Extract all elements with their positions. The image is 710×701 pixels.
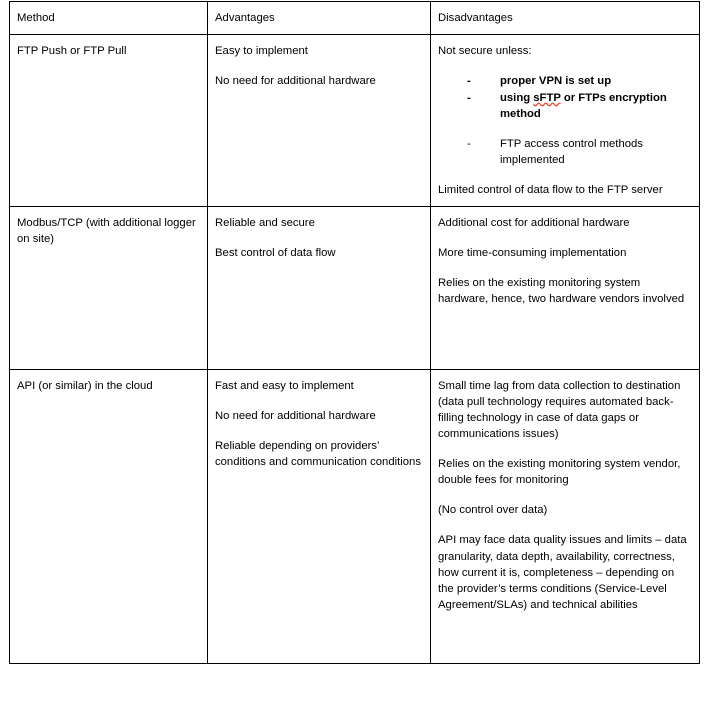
disadvantage-item: Small time lag from data collection to destination (data pull technology requires automated back-filling technology in case of data gaps or communications issues) [438, 380, 681, 441]
advantage-item: Fast and easy to implement [215, 380, 354, 393]
advantage-item: Reliable depending on providers’ conditions and communication conditions [215, 440, 421, 469]
cell-advantages [208, 370, 431, 664]
bullet-text: proper VPN is set up [500, 75, 612, 88]
advantage-item: Easy to implement [215, 45, 308, 58]
list-item [438, 73, 692, 89]
bullet-text: FTP access control methods implemented [500, 138, 643, 167]
advantage-item: Reliable and secure [215, 217, 315, 230]
cell-disadvantages [431, 370, 700, 664]
cell-advantages [208, 35, 431, 207]
cell-advantages [208, 207, 431, 370]
column-header-advantages: Advantages [208, 2, 431, 35]
bullet-text-after: or FTPs encryption method [500, 92, 667, 121]
disadvantage-item: Relies on the existing monitoring system vendor, double fees for monitoring [438, 458, 681, 487]
disadvantage-item: Relies on the existing monitoring system hardware, hence, two hardware vendors involved [438, 277, 685, 306]
column-header-disadvantages: Disadvantages [431, 2, 700, 35]
method-name: API (or similar) in the cloud [17, 380, 153, 393]
cell-disadvantages [431, 207, 700, 370]
advantage-item: Best control of data flow [215, 247, 336, 260]
cell-method [10, 207, 208, 370]
list-item [438, 136, 692, 168]
comparison-table [9, 1, 700, 664]
table-body [10, 35, 700, 664]
disadvantage-intro: Not secure unless: [438, 45, 532, 58]
advantage-item: No need for additional hardware [215, 75, 376, 88]
table-header-row [10, 2, 700, 35]
advantage-item: No need for additional hardware [215, 410, 376, 423]
disadvantage-bullet-list [438, 73, 692, 168]
table-row [10, 370, 700, 664]
column-header-method: Method [10, 2, 208, 35]
disadvantage-item: Limited control of data flow to the FTP server [438, 184, 663, 197]
table-header [10, 2, 700, 35]
disadvantage-item: API may face data quality issues and limits – data granularity, data depth, availability, correctness, how current it is, completeness – depending on the provider’s terms conditions (Service-Level Agreement/SLAs) and technical abilities [438, 534, 687, 611]
table-row [10, 207, 700, 370]
table-row [10, 35, 700, 207]
disadvantage-item: (No control over data) [438, 504, 548, 517]
cell-disadvantages [431, 35, 700, 207]
disadvantage-item: More time-consuming implementation [438, 247, 627, 260]
disadvantage-item: Additional cost for additional hardware [438, 217, 630, 230]
cell-method [10, 35, 208, 207]
cell-method [10, 370, 208, 664]
method-name: FTP Push or FTP Pull [17, 45, 127, 58]
method-name: Modbus/TCP (with additional logger on site) [17, 217, 196, 246]
list-item [438, 90, 692, 122]
bullet-text-before: using [500, 92, 534, 105]
spellcheck-error-text: sFTP [533, 92, 561, 105]
